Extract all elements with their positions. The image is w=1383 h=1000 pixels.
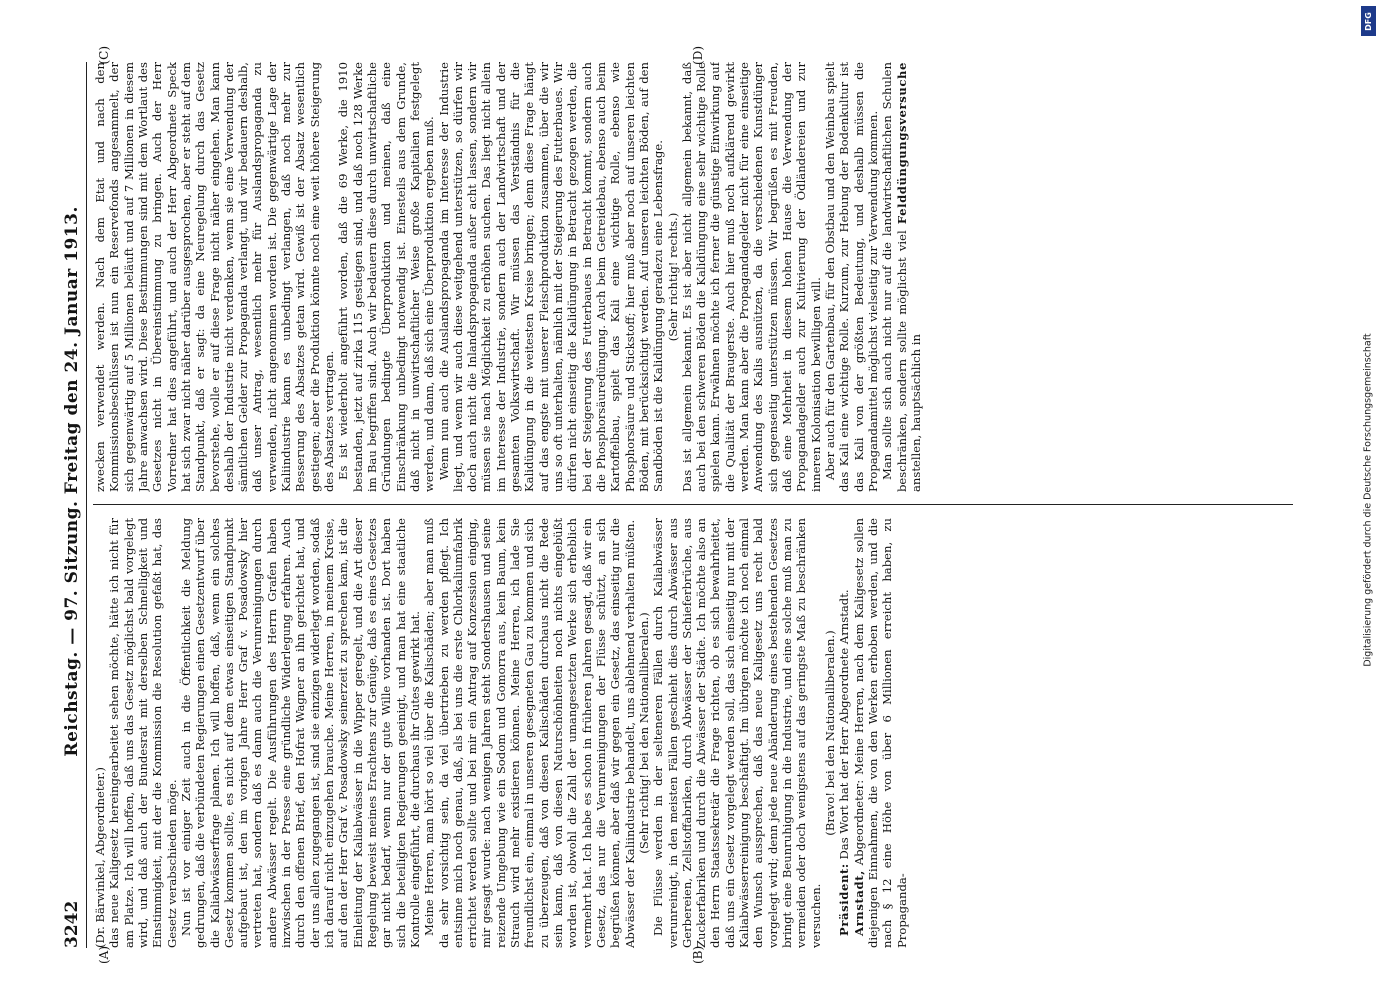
page-header [62, 62, 87, 948]
final-tail: anstellen, hauptsächlich in [908, 334, 923, 492]
president-text: Das Wort hat der Herr Abgeordnete Arnstadt. [837, 589, 852, 860]
rotated-page [50, 44, 1350, 966]
paragraph: Nun ist vor einiger Zeit auch in die Öffentlichkeit die Meldung gedrungen, daß die verbündeten Regierungen einen Gesetzentwurf über die Kaliabwässerfrage planen. Ich will hoffen, daß, wenn ein solches Gesetz kommen sollte, es nicht auf dem etwas einseitigen Standpunkt aufgebaut ist, den im vorigen Jahre Herr Graf v. Posadowsky hier vertreten hat, sondern daß es dann auch die Verunreinigungen durch andere Abwässer regelt. Die Ausführungen des Herrn Grafen haben inzwischen in der Presse eine gründliche Widerlegung erfahren. Auch durch den offenen Brief, den Hofrat Wagner an ihn gerichtet hat, und der uns allen zugegangen ist, sind sie einzigen widerlegt worden, sodaß ich darauf nicht einzugehen brauche. Meine Herren, in meinem Kreise, auf den der Herr Graf v. Posadowsky seinerzeit zu sprechen kam, ist die Einleitung der Kaliabwässer in die Wipper geregelt, und die Art dieser Regelung beweist meines Erachtens zur Genüge, daß es eines Gesetzes gar nicht bedarf, wenn nur der gute Wille vorhanden ist. Dort haben sich die beteiligten Regierungen geeinigt, und man hat eine staatliche Kontrolle eingeführt, die durchaus ihr Gutes gewirkt hat. [178, 518, 422, 948]
president-paragraph [837, 518, 851, 948]
paragraph: Die Flüsse werden in der selteneren Fällen durch Kaliabwässer verunreinigt, in den meisten Fällen geschieht dies durch Abwässer aus Gerbereien, Zellstoffabriken, durch Abwässer der Schieferbrüche, aus Zuckerfabriken und durch die Abwässer der Städte. Ich möchte also an den Herrn Staatssekretär die Frage richten, ob es sich bewahrheitet, daß uns ein Gesetz vorgelegt werden soll, das sich einseitig nur mit der Kaliabwässerreinigung beschäftigt. Im übrigen möchte ich noch einmal den Wunsch aussprechen, daß das neue Kaligesetz uns recht bald vorgelegt wird; denn jede neue Abänderung eines bestehenden Gesetzes bringt eine Beunruhigung in die Industrie, und eine solche muß man zu vermeiden oder doch wenigstens auf das geringste Maß zu beschränken versuchen. [651, 518, 823, 948]
applause-note: (Sehr richtig! rechts.) [665, 212, 680, 342]
paragraph-final [880, 62, 923, 492]
speaker-arnstadt: Arnstadt, [851, 870, 866, 936]
column-divider [93, 504, 1293, 505]
paragraph: Aber auch für den Gartenbau, für den Obstbau und den Weinbau spielt das Kali eine wichtige Rolle. Kurzum, zur Hebung der Bodenkultur ist das Kali von der größten Bedeutung, und deshalb müssen die Propagandamittel möglichst vielseitig zur Verwendung kommen. [822, 62, 880, 492]
paragraph: das neue Kaligesetz hereingearbeitet sehen möchte, hätte ich nicht für am Platze. Ich will hoffen, daß uns das Gesetz möglichst bald vorgelegt wird, und daß auch der Bundesrat mit derselben Schnelligkeit und Einstimmigkeit, mit der die Kommission die Resolution gefaßt hat, das Gesetz verabschieden möge. [107, 518, 179, 948]
paragraph: Meine Herren, man hört so viel über die Kalischäden; aber man muß da sehr vorsichtig sein, da viel übertrieben zu werden pflegt. Ich entsinne mich noch genau, daß, als bei uns die erste Chlorkaliumfabrik errichtet werden sollte und bei mir ein Antrag auf Konzession einging, mir gesagt wurde: nach wenigen Jahren steht Sondershausen und seine reizende Umgebung wie ein Sodom und Gomorra aus, kein Baum, kein Strauch wird mehr existieren können. Meine Herren, ich lade Sie freundlichst ein, einmal in unseren gesegneten Gau zu kommen und sich zu überzeugen, daß von diesen Kalischäden durchaus nicht die Rede sein kann, daß von diesen Naturschönheiten noch nichts eingebüßt worden ist, obwohl die Zahl der umangesetzten Werke sich erheblich vermehrt hat. Ich habe es schon in früheren Jahren gesagt, daß wir ein Gesetz, das nur die Verunreinigungen der Flüsse schützt, an sich begrüßen können, aber daß wir gegen ein Gesetz, das einseitig nur die Abwässer der Kaliindustrie behandelt, uns ablehnend verhalten müßten. [422, 518, 637, 948]
page-title: Reichstag. — 97. Sitzung. Freitag den 24. Januar 1913. [62, 206, 82, 757]
right-column [93, 62, 1293, 492]
paragraph: Es ist wiederholt angeführt worden, daß die 69 Werke, die 1910 bestanden, jetzt auf zirka 115 gestiegen sind, und daß noch 128 Werke im Bau begriffen sind. Auch wir bedauern diese durch unwirtschaftliche Gründungen bedingte Überproduktion und meinen, daß eine Einschränkung unbedingt notwendig ist. Einesteils aus dem Grunde, daß nicht in unwirtschaftlicher Weise große Kapitalien festgelegt werden, und dann, daß sich eine Überproduktion ergeben muß. [336, 62, 437, 492]
speaker-president: Präsident: [837, 863, 852, 936]
paragraph: Das ist allgemein bekannt. Es ist aber nicht allgemein bekannt, daß auch bei den schweren Böden die Kalidüngung eine sehr wichtige Rolle spielen kann. Erwähnen möchte ich ferner die günstige Einwirkung auf die Qualität der Braugerste. Auch hier muß noch aufklärend gewirkt werden. Man kann aber die Propagandagelder nicht für eine einseitige Anwendung des Kalis ausnützen, da die verschiedenen Kunstdünger sich gegenseitig unterstützen müssen. Wir begrüßen es mit Freuden, daß eine Mehrheit in diesem hohen Hause die Verwendung der Propagandagelder auch zur Kultivierung der Ödländereien und zur inneren Kolonisation bewilligen will. [679, 62, 823, 492]
digitization-credit: Digitalisierung gefördert durch die Deutsche Forschungsgemeinschaft [1362, 333, 1374, 667]
margin-marker-b: (B) [691, 945, 705, 964]
margin-marker-d: (D) [691, 46, 705, 65]
dfg-logo: DFG [1361, 6, 1376, 36]
applause-note: (Sehr richtig! bei den Nationalliberalen.) [636, 612, 651, 854]
applause-note: (Bravo! bei den Nationalliberalen.) [822, 630, 837, 836]
left-column [93, 518, 1293, 948]
margin-marker-a: (A) [97, 945, 111, 964]
final-bold-term: Felddüngungsversuche [894, 62, 909, 225]
paragraph: zwecken verwendet werden. Nach dem Etat und nach den Kommissionsbeschlüssen ist nun ein Reservefonds angesammelt, der sich gegenwärtig auf 5 Millionen beläuft und auf 7 Millionen in diesem Jahre anwachsen wird. Diese Bestimmungen sind mit dem Wortlaut des Gesetzes nicht in Übereinstimmung zu bringen. Auch der Herr Vorredner hat dies angeführt, und auch der Herr Abgeordnete Speck hat sich zwar nicht näher darüber ausgesprochen, aber er steht auf dem Standpunkt, daß er sagt: da eine Neuregelung durch das Gesetz bevorstehe, wolle er auf diese Frage nicht näher eingehen. Man kann deshalb der Industrie nicht verdenken, wenn sie eine Verwendung der sämtlichen Gelder zur Propaganda verlangt, und wir bedauern deshalb, daß unser Antrag, wesentlich mehr für Auslandspropaganda zu verwenden, nicht angenommen worden ist. Die gegenwärtige Lage der Kaliindustrie kann es unbedingt verlangen, daß noch mehr zur Besserung des Absatzes getan wird. Gewiß ist der Absatz wesentlich gestiegen; aber die Produktion könnte noch eine weit höhere Steigerung des Absatzes vertragen. [93, 62, 336, 492]
paragraph: Wenn nun auch die Auslandspropaganda im Interesse der Industrie liegt, und wenn wir auch diese weitgehend unterstützen, so dürfen wir doch auch nicht die Inlandspropaganda außer acht lassen, sondern wir müssen sie nach Möglichkeit zu erhöhen suchen. Das liegt nicht allein im Interesse der Industrie, sondern auch der Landwirtschaft und der gesamten Volkswirtschaft. Wir müssen das Verständnis für die Kalidüngung in die weitesten Kreise bringen; denn diese Frage hängt auf das engste mit unserer Fleischproduktion zusammen, über die wir uns so oft unterhalten, nämlich mit der Steigerung des Futterbaues. Wir dürfen nicht einseitig die Kalidüngung in Betracht gezogen werden, die bei der Steigerung des Futterbaues in Betracht kommt, sondern auch die Phosphorsäuredüngung. Auch beim Getreidebau, ebenso auch beim Kartoffelbau, spielt das Kali eine wichtige Rolle, ebenso wie Phosphorsäure und Stickstoff; hier muß aber noch auf unseren leichten Böden, mit berücksichtigt werden. Auf unseren leichten Böden, auf den Sandböden ist die Kalidüngung geradezu eine Lebensfrage. [436, 62, 666, 492]
margin-marker-c: (C) [97, 46, 111, 65]
text-columns [93, 46, 1293, 964]
speaker-line: (Dr. Bärwinkel, Abgeordneter.) [93, 767, 107, 948]
page-number: 3242 [62, 900, 82, 948]
arnstadt-text: Abgeordneter: Meine Herren, nach dem Kaligesetz sollen diejenigen Einnahmen, die von den Werken erhoben werden, und die nach § 12 eine Höhe von über 6 Millionen erreicht haben, zu Propaganda- [851, 518, 909, 948]
arnstadt-paragraph [852, 518, 909, 948]
final-lead: Man sollte sich auch nicht nur auf die landwirtschaftlichen Schulen beschränken, sondern sollte möglichst viel [880, 62, 909, 492]
